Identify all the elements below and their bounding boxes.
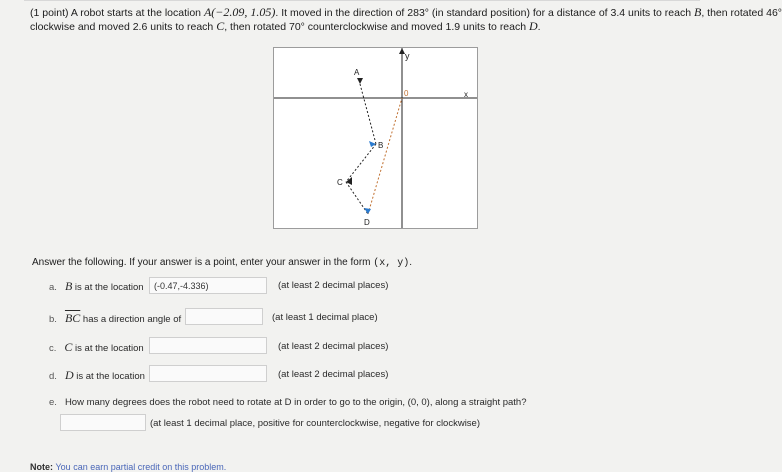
y-axis-label: y [405, 51, 410, 61]
question-e-letter: e. [49, 397, 57, 408]
problem-text-4: , then rotated 70° counterclockwise and moved 1.9 units to reach [224, 21, 529, 33]
problem-text-5: . [537, 21, 541, 33]
label-c: C [337, 178, 343, 187]
problem-line-1 [30, 5, 782, 20]
question-a [49, 279, 144, 294]
point-a-text: A(−2.09, 1.05) [203, 5, 276, 19]
path-figure [273, 47, 478, 229]
question-a-letter: a. [49, 282, 57, 293]
question-c-text: is at the location [72, 343, 144, 354]
answer-a-input[interactable] [149, 277, 267, 294]
note-label: Note: [30, 462, 56, 472]
segment-cd [346, 182, 368, 214]
x-axis-label: x [464, 90, 468, 99]
question-a-var: B [64, 279, 73, 293]
label-b: B [378, 141, 384, 150]
question-e-text: How many degrees does the robot need to rotate at D in order to go to the origin, (0, 0), along a straight path? [64, 397, 527, 408]
problem-text-3: clockwise and moved 2.6 units to reach [30, 21, 217, 33]
instructions-text: Answer the following. If your answer is a point, enter your answer in the form [32, 257, 374, 268]
problem-statement [30, 5, 782, 34]
answer-e-input[interactable] [60, 414, 146, 431]
point-d-marker [364, 208, 371, 214]
answer-b-input[interactable] [185, 308, 263, 325]
answer-d-input[interactable] [149, 365, 267, 382]
segment-bc [346, 144, 376, 182]
origin-label: 0 [404, 89, 409, 98]
question-d [49, 368, 145, 383]
top-divider [24, 0, 700, 1]
question-c-letter: c. [49, 343, 57, 354]
instructions [32, 257, 412, 269]
hint-a: (at least 2 decimal places) [278, 280, 389, 291]
question-b [49, 311, 181, 326]
partial-credit-note [30, 462, 226, 472]
hint-d: (at least 2 decimal places) [278, 369, 389, 380]
hint-c: (at least 2 decimal places) [278, 341, 389, 352]
answer-c-input[interactable] [149, 337, 267, 354]
point-form: (x, y) [373, 258, 410, 269]
point-b-marker [369, 141, 376, 147]
problem-line-2 [30, 20, 720, 34]
path-diagram [274, 48, 477, 228]
question-c-var: C [64, 340, 73, 354]
segment-ab [360, 84, 376, 144]
var-b: B [693, 5, 702, 19]
var-c: C [216, 19, 225, 33]
problem-text-1: . It moved in the direction of 283° (in standard position) for a distance of 3.4 units to reach [275, 7, 694, 19]
problem-text-2: , then rotated 46° [701, 7, 782, 19]
question-d-letter: d. [49, 371, 57, 382]
question-a-text: is at the location [72, 282, 144, 293]
question-b-text: has a direction angle of [80, 314, 182, 325]
question-d-text: is at the location [73, 371, 145, 382]
question-c [49, 340, 144, 355]
var-d: D [529, 19, 538, 33]
question-b-letter: b. [49, 314, 57, 325]
question-e [49, 397, 527, 408]
label-a: A [354, 68, 360, 77]
instructions-end: . [409, 257, 413, 268]
problem-lead: (1 point) A robot starts at the location [30, 7, 204, 19]
point-a-marker [357, 78, 363, 84]
label-d: D [364, 218, 370, 227]
question-d-var: D [64, 368, 74, 382]
question-b-var: $\overline{BC}$ [64, 311, 81, 325]
note-text: You can earn partial credit on this problem. [55, 462, 227, 472]
segment-d-origin [368, 98, 402, 214]
hint-e: (at least 1 decimal place, positive for counterclockwise, negative for clockwise) [150, 418, 481, 429]
hint-b: (at least 1 decimal place) [272, 312, 378, 323]
